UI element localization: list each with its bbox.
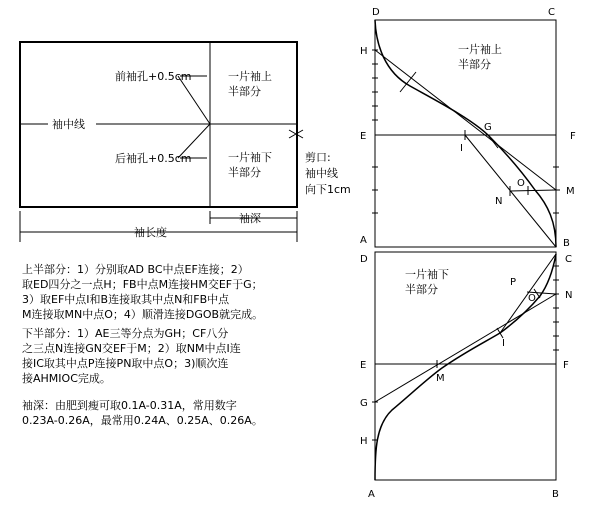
upper-point-o: O [517,178,525,189]
lower-point-h: H [360,436,368,447]
sleeve-length-label: 袖长度 [134,226,167,239]
cut-note-1: 剪口: [305,151,331,164]
lower-gn-line [375,294,556,402]
cut-note-3: 向下1cm [305,183,351,196]
upper-point-f: F [570,131,576,142]
upper-point-a: A [360,235,367,246]
upper-point-g: G [484,122,492,133]
lower-point-n: N [565,290,573,301]
lower-point-e: E [360,360,367,371]
lower-point-o: O [528,293,536,304]
lower-sleeve-diagram [372,252,559,480]
lower-instructions: 下半部分：1）AE三等分点为GH；CF八分 之三点N连接GN交EF于M；2）取NM中点I连 接IC取其中点P连接PN取中点O；3)顺次连 接AHMIOC完成。 [22,327,241,385]
upper-point-d: D [372,7,380,18]
lower-point-g: G [360,398,368,409]
lower-point-i: I [502,338,505,349]
lower-sleeve-curve [375,254,556,480]
upper-point-c: C [548,7,555,18]
upper-nm-line [510,190,556,191]
upper-diagram-text [360,7,576,249]
lower-point-m: M [436,373,445,384]
upper-half-label-1: 一片袖上 [228,70,272,83]
left-diagram-text [52,69,351,239]
midline-label: 袖中线 [52,118,85,131]
lower-title-1: 一片袖下 [405,268,449,281]
lower-point-a: A [368,489,375,500]
lower-point-p: P [510,277,517,288]
upper-point-e: E [360,131,367,142]
lower-title-2: 半部分 [405,283,438,296]
cut-note-2: 袖中线 [305,167,338,180]
lower-half-label-2: 半部分 [228,166,261,179]
upper-instructions: 上半部分：1）分别取AD BC中点EF连接；2） 取ED四分之一点H；FB中点M连接HM交EF于G； 3）取EF中点I和B连接取其中点N和FB中点 M连接取MN中点O；4）顺滑连接DGOB就完成。 [22,263,264,321]
lower-point-d: D [360,254,368,265]
upper-hm-line [375,50,556,190]
upper-point-h: H [360,46,368,57]
upper-point-n: N [495,196,503,207]
upper-half-label-2: 半部分 [228,85,261,98]
upper-point-i: I [460,143,463,154]
upper-title-2: 半部分 [458,58,491,71]
upper-point-m: M [566,186,575,197]
lower-half-label-1: 一片袖下 [228,151,272,164]
lower-point-f: F [563,360,569,371]
lower-frame [375,252,556,480]
front-hole-line [178,76,210,124]
lower-diagram-text [360,254,572,500]
upper-title-1: 一片袖上 [458,43,502,56]
back-hole-label: 后袖孔+0.5cm [115,152,192,165]
lower-point-b: B [552,489,559,500]
lower-point-c: C [565,254,572,265]
sleeve-depth-label: 袖深 [239,212,261,225]
front-hole-label: 前袖孔+0.5cm [115,70,192,83]
sleeve-depth-instructions: 袖深：由肥到瘦可取0.1A-0.31A，常用数字 0.23A-0.26A，最常用0.24A、0.25A、0.26A。 [22,399,263,427]
upper-point-b: B [563,238,570,249]
